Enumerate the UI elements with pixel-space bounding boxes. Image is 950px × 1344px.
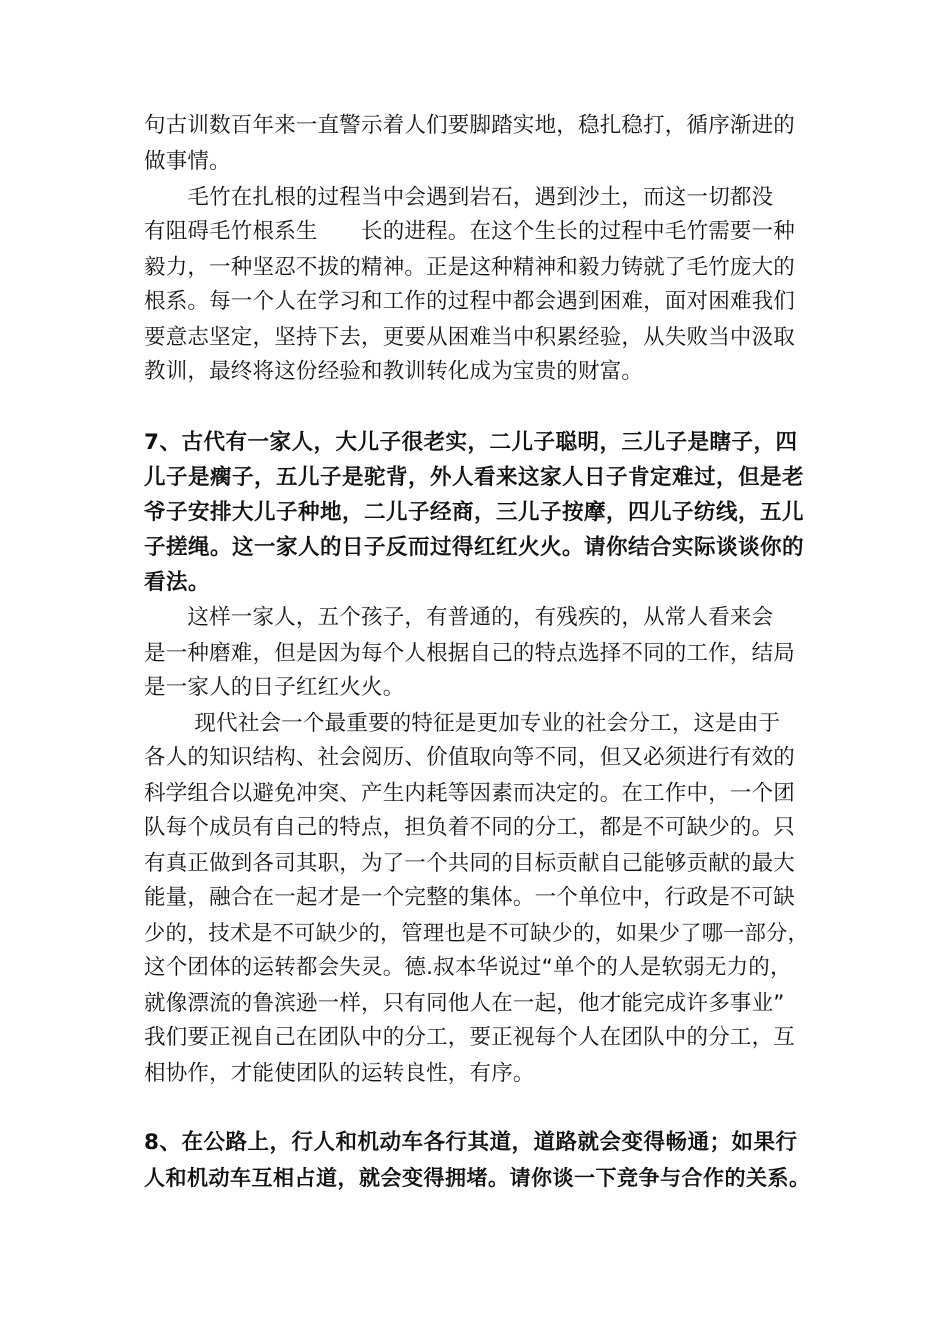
paragraph-b-line: 毅力，一种坚忍不拔的精神。正是这种精神和毅力铸就了毛竹庞大的 — [144, 255, 796, 280]
answer-7-line: 是一家人的日子红红火火。 — [144, 675, 405, 700]
answer-7-line: 这个团体的运转都会失灵。德.叔本华说过“单个的人是软弱无力的， — [144, 955, 792, 980]
paragraph-a-line: 做事情。 — [144, 149, 231, 174]
answer-7-line: 现代社会一个最重要的特征是更加专业的社会分工，这是由于 — [144, 711, 781, 736]
answer-7-line: 我们要正视自己在团队中的分工，要正视每个人在团队中的分工，互 — [144, 1025, 796, 1050]
question-7-line: 子搓绳。这一家人的日子反而过得红红火火。请你结合实际谈谈你的 — [144, 535, 805, 560]
question-8-line: 人和机动车互相占道，就会变得拥堵。请你谈一下竞争与合作的关系。 — [144, 1166, 811, 1190]
question-7-line: 看法。 — [144, 570, 211, 595]
paragraph-b-line: 要意志坚定，坚持下去，更要从困难当中积累经验，从失败当中汲取 — [144, 325, 796, 350]
paragraph-a-line: 句古训数百年来一直警示着人们要脚踏实地，稳扎稳打，循序渐进的 — [144, 113, 796, 138]
answer-7-line: 科学组合以避免冲突、产生内耗等因素而决定的。在工作中，一个团 — [144, 781, 796, 806]
paragraph-b-line: 根系。每一个人在学习和工作的过程中都会遇到困难，面对困难我们 — [144, 289, 796, 314]
answer-7-line: 队每个成员有自己的特点，担负着不同的分工，都是不可缺少的。只 — [144, 815, 796, 840]
answer-7-line: 相协作，才能使团队的运转良性，有序。 — [144, 1061, 535, 1086]
answer-7-line: 是一种磨难，但是因为每个人根据自己的特点选择不同的工作，结局 — [144, 641, 796, 666]
question-7-line: 7、古代有一家人，大儿子很老实，二儿子聪明，三儿子是瞎子，四 — [144, 430, 798, 455]
answer-7-line: 各人的知识结构、社会阅历、价值取向等不同，但又必须进行有效的 — [144, 745, 796, 770]
paragraph-b-line: 毛竹在扎根的过程当中会遇到岩石，遇到沙土，而这一切都没 — [144, 185, 774, 210]
answer-7-line: 少的，技术是不可缺少的，管理也是不可缺少的，如果少了哪一部分， — [144, 921, 809, 946]
answer-7-line: 这样一家人，五个孩子，有普通的，有残疾的，从常人看来会 — [144, 605, 774, 630]
question-7-line: 爷子安排大儿子种地，二儿子经商，三儿子按摩，四儿子纺线，五儿 — [144, 500, 805, 525]
answer-7-line: 能量，融合在一起才是一个完整的集体。一个单位中，行政是不可缺 — [144, 885, 796, 910]
answer-7-line: 有真正做到各司其职，为了一个共同的目标贡献自己能够贡献的最大 — [144, 851, 796, 876]
question-8-line: 8、在公路上，行人和机动车各行其道，道路就会变得畅通；如果行 — [144, 1130, 798, 1155]
answer-7-line: 就像漂流的鲁滨逊一样，只有同他人在一起，他才能完成许多事业” — [144, 991, 785, 1016]
paragraph-b-line: 有阻碍毛竹根系生 长的进程。在这个生长的过程中毛竹需要一种 — [144, 219, 796, 244]
question-7-line: 儿子是瘸子，五儿子是驼背，外人看来这家人日子肯定难过，但是老 — [144, 465, 805, 490]
paragraph-b-line: 教训，最终将这份经验和教训转化成为宝贵的财富。 — [144, 359, 644, 384]
